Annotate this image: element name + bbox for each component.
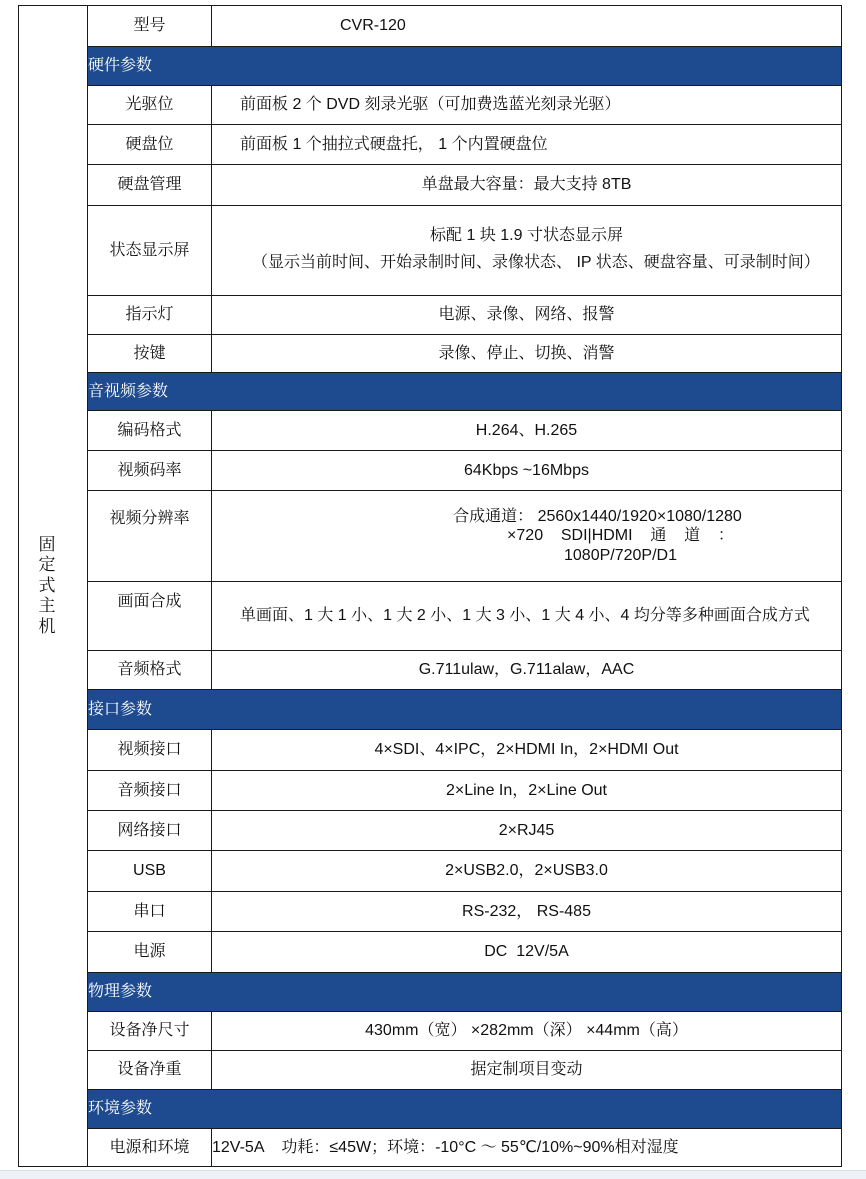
model-label: 型号 [88, 6, 212, 47]
section-interface [19, 690, 842, 730]
row-display [19, 206, 842, 296]
row-composite [19, 582, 842, 651]
resolution-line2: ×720 SDI|HDMI 通 道 ： [507, 527, 734, 545]
disk-bay-value: 前面板 1 个抽拉式硬盘托， 1 个内置硬盘位 [212, 125, 842, 165]
resolution-line3: 1080P/720P/D1 [564, 546, 677, 564]
section-hardware [19, 47, 842, 86]
size-label: 设备净尺寸 [88, 1012, 212, 1051]
usb-label: USB [88, 851, 212, 892]
video-if-label: 视频接口 [88, 730, 212, 771]
codec-value: H.264、H.265 [212, 411, 842, 451]
buttons-value: 录像、停止、切换、消警 [212, 335, 842, 373]
bitrate-value: 64Kbps ~16Mbps [212, 451, 842, 491]
audio-format-label: 音频格式 [88, 651, 212, 690]
section-av [19, 373, 842, 411]
row-model [19, 6, 842, 47]
weight-value: 据定制项目变动 [212, 1051, 842, 1090]
composite-value: 单画面、1 大 1 小、1 大 2 小、1 大 3 小、1 大 4 小、4 均分等多种画面合成方式 [212, 582, 842, 651]
model-value-text: CVR-120 [340, 17, 406, 35]
row-usb [19, 851, 842, 892]
display-line2: （显示当前时间、开始录制时间、录像状态、 IP 状态、硬盘容量、可录制时间） [252, 253, 820, 271]
size-value: 430mm（宽） ×282mm（深） ×44mm（高） [212, 1012, 842, 1051]
row-buttons [19, 335, 842, 373]
row-power [19, 932, 842, 973]
indicator-label: 指示灯 [88, 296, 212, 335]
section-physical [19, 973, 842, 1012]
bitrate-label: 视频码率 [88, 451, 212, 491]
section-header-physical: 物理参数 [88, 973, 842, 1012]
optical-value: 前面板 2 个 DVD 刻录光驱（可加费选蓝光刻录光驱） [212, 86, 842, 125]
audio-format-value: G.711ulaw，G.711alaw，AAC [212, 651, 842, 690]
display-label: 状态显示屏 [88, 206, 212, 296]
section-header-interface: 接口参数 [88, 690, 842, 730]
resolution-value [212, 491, 842, 582]
serial-label: 串口 [88, 892, 212, 932]
row-resolution [19, 491, 842, 582]
disk-mgmt-label: 硬盘管理 [88, 165, 212, 206]
row-network-if [19, 811, 842, 851]
indicator-value: 电源、录像、网络、报警 [212, 296, 842, 335]
row-disk-bay [19, 125, 842, 165]
bottom-scroll-strip [0, 1170, 866, 1179]
network-if-value: 2×RJ45 [212, 811, 842, 851]
weight-label: 设备净重 [88, 1051, 212, 1090]
row-video-if [19, 730, 842, 771]
spec-table [18, 5, 842, 1167]
power-env-value: 12V-5A 功耗：≤45W；环境：-10°C ～ 55℃/10%~90%相对湿度 [212, 1129, 842, 1167]
disk-bay-label: 硬盘位 [88, 125, 212, 165]
section-header-environment: 环境参数 [88, 1090, 842, 1129]
row-disk-mgmt [19, 165, 842, 206]
codec-label: 编码格式 [88, 411, 212, 451]
display-line1: 标配 1 块 1.9 寸状态显示屏 [430, 226, 623, 244]
network-if-label: 网络接口 [88, 811, 212, 851]
row-optical [19, 86, 842, 125]
model-value [212, 6, 842, 47]
resolution-line1: 合成通道： 2560x1440/1920×1080/1280 [453, 508, 742, 526]
video-if-value: 4×SDI、4×IPC，2×HDMI In，2×HDMI Out [212, 730, 842, 771]
section-header-av: 音视频参数 [88, 373, 842, 411]
row-audio-format [19, 651, 842, 690]
row-indicator [19, 296, 842, 335]
row-size [19, 1012, 842, 1051]
display-value [212, 206, 842, 296]
row-codec [19, 411, 842, 451]
power-env-label: 电源和环境 [88, 1129, 212, 1167]
power-value: DC 12V/5A [212, 932, 842, 973]
resolution-label: 视频分辨率 [88, 491, 212, 582]
row-weight [19, 1051, 842, 1090]
row-power-env [19, 1129, 842, 1167]
row-audio-if [19, 771, 842, 811]
optical-label: 光驱位 [88, 86, 212, 125]
serial-value: RS-232， RS-485 [212, 892, 842, 932]
power-label: 电源 [88, 932, 212, 973]
disk-mgmt-value: 单盘最大容量：最大支持 8TB [212, 165, 842, 206]
audio-if-label: 音频接口 [88, 771, 212, 811]
section-header-hardware: 硬件参数 [88, 47, 842, 86]
section-environment [19, 1090, 842, 1129]
buttons-label: 按键 [88, 335, 212, 373]
audio-if-value: 2×Line In，2×Line Out [212, 771, 842, 811]
side-label: 固 定 式 主 机 [19, 6, 88, 1167]
row-serial [19, 892, 842, 932]
usb-value: 2×USB2.0，2×USB3.0 [212, 851, 842, 892]
composite-label: 画面合成 [88, 582, 212, 651]
row-bitrate [19, 451, 842, 491]
